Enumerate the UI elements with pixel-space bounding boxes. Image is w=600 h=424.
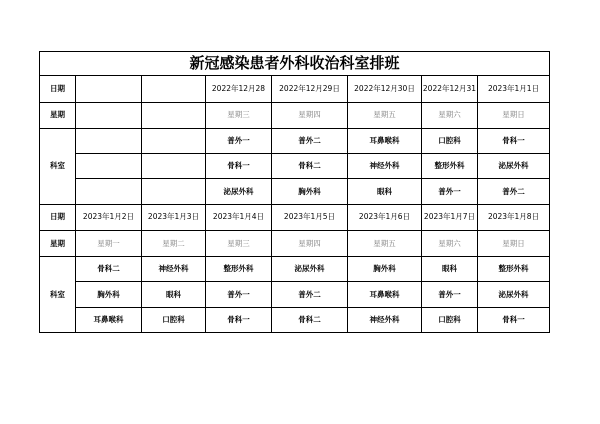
weekday-cell: 星期六	[422, 230, 478, 256]
department-cell: 骨科一	[206, 154, 272, 179]
department-cell	[76, 179, 142, 204]
weekday-label: 星期	[40, 230, 76, 256]
department-cell: 泌尿外科	[206, 179, 272, 204]
department-cell: 胸外科	[272, 179, 348, 204]
weekday-cell: 星期五	[348, 102, 422, 128]
department-cell: 骨科二	[272, 154, 348, 179]
department-cell: 口腔科	[422, 128, 478, 153]
schedule-table	[39, 51, 550, 333]
date-cell: 2023年1月3日	[142, 204, 206, 230]
department-cell: 泌尿外科	[478, 154, 550, 179]
department-cell: 神经外科	[348, 154, 422, 179]
department-cell	[76, 128, 142, 153]
date-label: 日期	[40, 76, 76, 102]
department-row	[40, 154, 550, 179]
page-title: 新冠感染患者外科收治科室排班	[40, 52, 550, 76]
weekday-cell	[142, 102, 206, 128]
department-cell: 骨科一	[478, 307, 550, 332]
weekday-cell: 星期六	[422, 102, 478, 128]
department-cell: 普外一	[422, 179, 478, 204]
department-row	[40, 179, 550, 204]
department-cell	[142, 179, 206, 204]
department-cell: 普外二	[272, 282, 348, 307]
department-cell: 整形外科	[478, 257, 550, 282]
date-cell: 2022年12月31	[422, 76, 478, 102]
date-row	[40, 76, 550, 102]
department-cell: 口腔科	[422, 307, 478, 332]
date-label: 日期	[40, 204, 76, 230]
date-cell: 2022年12月30日	[348, 76, 422, 102]
date-cell: 2022年12月29日	[272, 76, 348, 102]
department-cell: 耳鼻喉科	[348, 282, 422, 307]
department-label: 科室	[40, 257, 76, 333]
weekday-cell: 星期日	[478, 230, 550, 256]
department-row	[40, 257, 550, 282]
date-cell: 2023年1月1日	[478, 76, 550, 102]
department-cell	[142, 154, 206, 179]
weekday-cell: 星期五	[348, 230, 422, 256]
department-cell: 神经外科	[348, 307, 422, 332]
date-cell: 2023年1月2日	[76, 204, 142, 230]
department-cell: 耳鼻喉科	[76, 307, 142, 332]
weekday-row	[40, 102, 550, 128]
weekday-cell: 星期一	[76, 230, 142, 256]
department-row	[40, 128, 550, 153]
department-row	[40, 307, 550, 332]
department-cell	[142, 128, 206, 153]
date-cell: 2023年1月4日	[206, 204, 272, 230]
department-cell: 骨科一	[206, 307, 272, 332]
date-cell: 2023年1月7日	[422, 204, 478, 230]
department-cell: 普外二	[272, 128, 348, 153]
weekday-row	[40, 230, 550, 256]
weekday-label: 星期	[40, 102, 76, 128]
department-cell: 普外一	[422, 282, 478, 307]
date-cell	[142, 76, 206, 102]
department-cell: 眼科	[422, 257, 478, 282]
date-cell: 2022年12月28	[206, 76, 272, 102]
department-label: 科室	[40, 128, 76, 204]
weekday-cell: 星期四	[272, 230, 348, 256]
date-cell: 2023年1月5日	[272, 204, 348, 230]
department-cell: 神经外科	[142, 257, 206, 282]
weekday-cell: 星期三	[206, 230, 272, 256]
date-cell: 2023年1月8日	[478, 204, 550, 230]
department-cell: 普外一	[206, 282, 272, 307]
department-cell: 耳鼻喉科	[348, 128, 422, 153]
department-cell: 胸外科	[348, 257, 422, 282]
date-cell: 2023年1月6日	[348, 204, 422, 230]
department-cell: 泌尿外科	[272, 257, 348, 282]
department-cell: 普外二	[478, 179, 550, 204]
department-cell: 普外一	[206, 128, 272, 153]
weekday-cell: 星期四	[272, 102, 348, 128]
date-cell	[76, 76, 142, 102]
department-cell: 口腔科	[142, 307, 206, 332]
department-row	[40, 282, 550, 307]
department-cell: 整形外科	[206, 257, 272, 282]
department-cell: 骨科二	[76, 257, 142, 282]
weekday-cell	[76, 102, 142, 128]
department-cell: 眼科	[142, 282, 206, 307]
department-cell: 骨科二	[272, 307, 348, 332]
weekday-cell: 星期三	[206, 102, 272, 128]
department-cell: 胸外科	[76, 282, 142, 307]
department-cell: 眼科	[348, 179, 422, 204]
weekday-cell: 星期日	[478, 102, 550, 128]
date-row	[40, 204, 550, 230]
department-cell: 整形外科	[422, 154, 478, 179]
department-cell: 骨科一	[478, 128, 550, 153]
weekday-cell: 星期二	[142, 230, 206, 256]
department-cell	[76, 154, 142, 179]
department-cell: 泌尿外科	[478, 282, 550, 307]
